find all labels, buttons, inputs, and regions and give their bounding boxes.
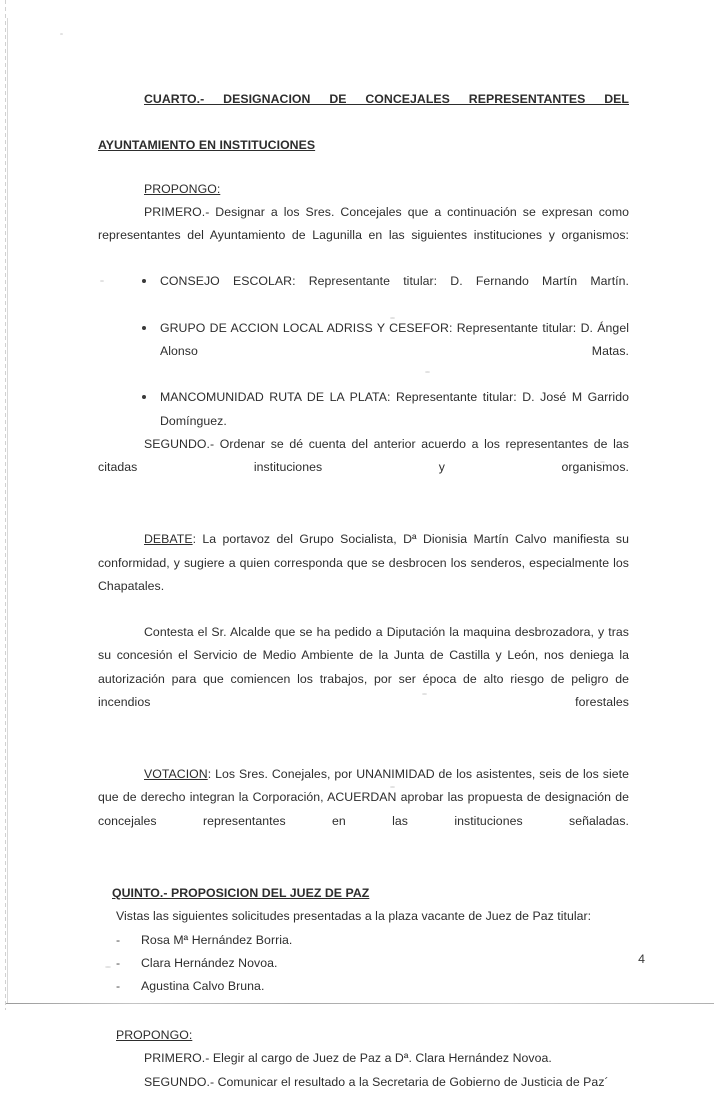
- votacion-label: VOTACION: [144, 767, 208, 782]
- paragraph-debate: [98, 528, 629, 621]
- spacer: [98, 856, 629, 882]
- institution-entry: GRUPO DE ACCION LOCAL ADRISS Y CESEFOR: Representante titular: D. Ángel Alonso Matas.: [160, 320, 629, 359]
- scan-edge-artifact-left-secondary: [7, 18, 8, 1003]
- propongo-label-quinto-row: [98, 1024, 629, 1047]
- votacion-text: : Los Sres. Conejales, por UNANIMIDAD de los asistentes, seis de los siete que de derecho integran la Corporación, ACUERDAN aprobar las propuesta de designación de concejales representantes en las instituciones señaladas.: [98, 767, 629, 828]
- bullet-dot-icon: [142, 279, 146, 283]
- paragraph-contesta-alcalde: Contesta el Sr. Alcalde que se ha pedido a Diputación la maquina desbrozadora, y tras su concesión el Servicio de Medio Ambiente de la Junta de Castilla y León, nos deniega la autorización para que comiencen los trabajos, por ser época de alto riesgo de peligro de incendios forestales: [98, 625, 629, 709]
- institutions-list: [98, 270, 629, 432]
- institution-entry: MANCOMUNIDAD RUTA DE LA PLATA: Representante titular: D. José M Garrido Domínguez.: [160, 390, 629, 428]
- spacer: [98, 158, 629, 178]
- heading-cuarto-line2: AYUNTAMIENTO EN INSTITUCIONES: [98, 138, 316, 153]
- propongo-label-cuarto: PROPONGO:: [144, 181, 221, 196]
- debate-text: : La portavoz del Grupo Socialista, Dª Dionisia Martín Calvo manifiesta su conformidad, y sugiere a quien corresponda que se desbrocen los senderos, especialmente los Chapatales.: [98, 532, 629, 593]
- candidate-name: Rosa Mª Hernández Borria.: [141, 932, 293, 947]
- list-item: [98, 270, 629, 316]
- candidate-name: Clara Hernández Novoa.: [141, 955, 278, 970]
- scan-speck: [60, 33, 63, 35]
- heading-cuarto-line1: CUARTO.- DESIGNACION DE CONCEJALES REPRESENTANTES DEL: [144, 92, 629, 106]
- paragraph-primero-cuarto: PRIMERO.- Designar a los Sres. Concejales que a continuación se expresan como representantes del Ayuntamiento de Lagunilla en las siguientes instituciones y organismos:: [98, 204, 629, 243]
- dash-marker-icon: -: [116, 955, 121, 970]
- list-item: [98, 929, 629, 952]
- list-item: [98, 975, 629, 998]
- paragraph-segundo-cuarto: SEGUNDO.- Ordenar se dé cuenta del anterior acuerdo a los representantes de las citadas instituciones y organismos.: [98, 436, 629, 475]
- document-body: [98, 88, 629, 1094]
- section-heading-quinto-row: [98, 882, 629, 905]
- spacer: [98, 502, 629, 528]
- propongo-label-quinto: PROPONGO:: [116, 1028, 193, 1043]
- candidate-name: Agustina Calvo Bruna.: [141, 978, 265, 993]
- spacer: [98, 737, 629, 763]
- list-item: [98, 317, 629, 387]
- paragraph-votacion: [98, 763, 629, 856]
- paragraph-segundo-quinto: SEGUNDO.- Comunicar el resultado a la Secretaria de Gobierno de Justicia de Paz´: [144, 1074, 609, 1089]
- dash-marker-icon: -: [116, 978, 121, 993]
- heading-quinto: QUINTO.- PROPOSICION DEL JUEZ DE PAZ: [112, 886, 370, 901]
- dash-marker-icon: -: [116, 932, 121, 947]
- institution-entry: CONSEJO ESCOLAR: Representante titular: D. Fernando Martín Martín.: [160, 274, 629, 289]
- debate-label: DEBATE: [144, 532, 193, 547]
- scan-edge-artifact-left: [5, 0, 6, 1010]
- paragraph-primero-quinto: PRIMERO.- Elegir al cargo de Juez de Paz a Dª. Clara Hernández Novoa.: [144, 1051, 552, 1066]
- spacer: [98, 998, 629, 1024]
- bullet-dot-icon: [142, 326, 146, 330]
- section-heading-cuarto: [98, 88, 629, 158]
- propongo-label-cuarto-row: [98, 178, 629, 201]
- list-item: [98, 386, 629, 432]
- paragraph-quinto-intro: Vistas las siguientes solicitudes presentadas a la plaza vacante de Juez de Paz titular:: [116, 909, 592, 924]
- bullet-dot-icon: [142, 395, 146, 399]
- page-number: 4: [638, 952, 645, 966]
